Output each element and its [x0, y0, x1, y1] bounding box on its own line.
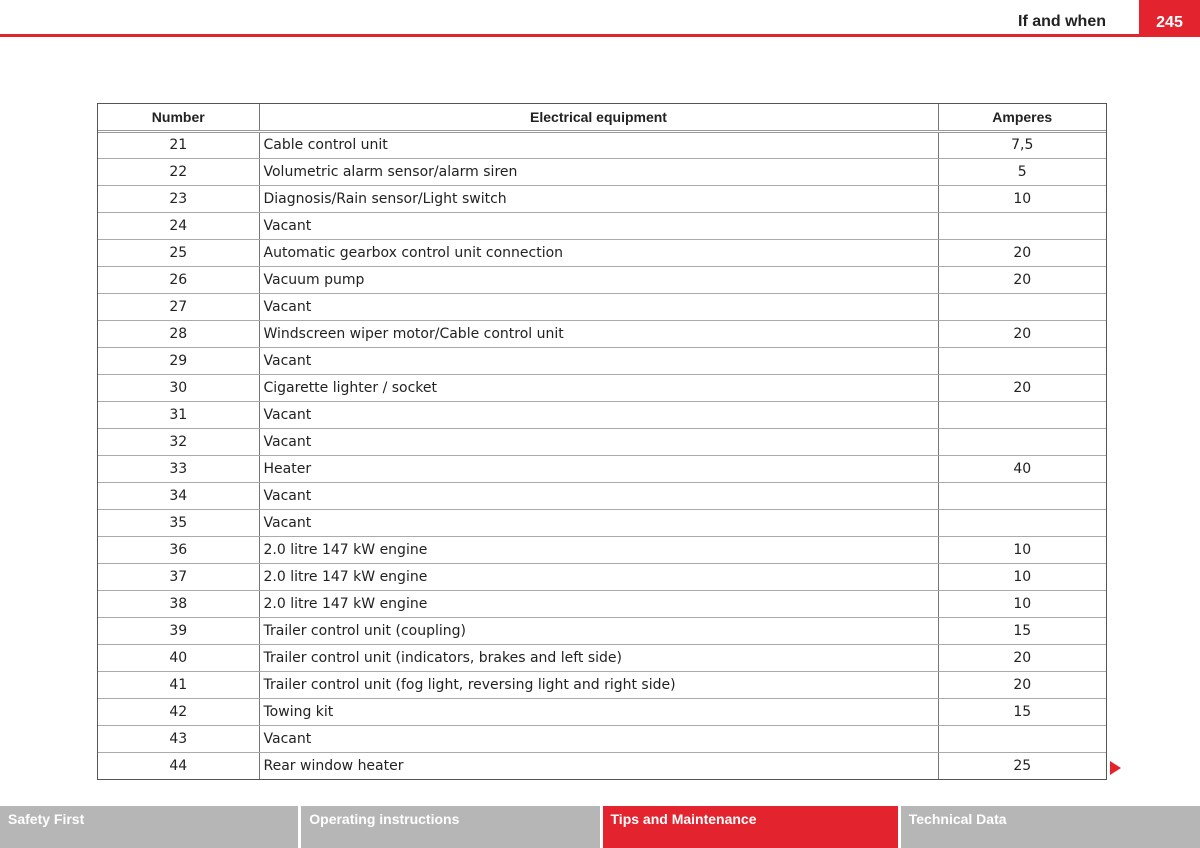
- table-row: [98, 320, 1106, 347]
- cell-equipment: Vacant: [259, 509, 938, 536]
- cell-number: 31: [98, 401, 259, 428]
- cell-equipment: Vacant: [259, 428, 938, 455]
- cell-equipment: Vacant: [259, 293, 938, 320]
- cell-equipment: Rear window heater: [259, 752, 938, 779]
- page-number: 245: [1139, 0, 1200, 37]
- cell-equipment: Cigarette lighter / socket: [259, 374, 938, 401]
- table-row: [98, 752, 1106, 779]
- cell-amperes: 40: [938, 455, 1106, 482]
- cell-equipment: Cable control unit: [259, 131, 938, 158]
- table-row: [98, 617, 1106, 644]
- table-header-row: [98, 104, 1106, 131]
- cell-number: 21: [98, 131, 259, 158]
- cell-amperes: [938, 509, 1106, 536]
- cell-equipment: Vacuum pump: [259, 266, 938, 293]
- table-row: [98, 212, 1106, 239]
- column-header-equipment: Electrical equipment: [259, 104, 938, 131]
- table-row: [98, 482, 1106, 509]
- cell-number: 22: [98, 158, 259, 185]
- table-row: [98, 725, 1106, 752]
- cell-equipment: Vacant: [259, 401, 938, 428]
- cell-amperes: 20: [938, 266, 1106, 293]
- cell-amperes: [938, 401, 1106, 428]
- cell-equipment: Trailer control unit (coupling): [259, 617, 938, 644]
- cell-number: 43: [98, 725, 259, 752]
- table-row: [98, 428, 1106, 455]
- cell-amperes: [938, 482, 1106, 509]
- cell-amperes: [938, 725, 1106, 752]
- cell-number: 26: [98, 266, 259, 293]
- cell-number: 28: [98, 320, 259, 347]
- footer-tab-safety-first[interactable]: Safety First: [0, 806, 298, 848]
- cell-equipment: Automatic gearbox control unit connection: [259, 239, 938, 266]
- cell-amperes: 20: [938, 239, 1106, 266]
- cell-amperes: 5: [938, 158, 1106, 185]
- footer-tab-technical-data[interactable]: Technical Data: [901, 806, 1200, 848]
- cell-number: 41: [98, 671, 259, 698]
- cell-amperes: [938, 293, 1106, 320]
- table-row: [98, 671, 1106, 698]
- footer-tab-operating-instructions[interactable]: Operating instructions: [301, 806, 599, 848]
- cell-number: 25: [98, 239, 259, 266]
- cell-number: 42: [98, 698, 259, 725]
- cell-equipment: Diagnosis/Rain sensor/Light switch: [259, 185, 938, 212]
- section-title: If and when: [1018, 13, 1106, 30]
- table-row: [98, 509, 1106, 536]
- cell-number: 30: [98, 374, 259, 401]
- cell-number: 29: [98, 347, 259, 374]
- cell-number: 37: [98, 563, 259, 590]
- cell-amperes: 10: [938, 185, 1106, 212]
- cell-equipment: Vacant: [259, 212, 938, 239]
- table-row: [98, 590, 1106, 617]
- cell-number: 44: [98, 752, 259, 779]
- table-row: [98, 347, 1106, 374]
- cell-amperes: 10: [938, 563, 1106, 590]
- cell-number: 39: [98, 617, 259, 644]
- cell-equipment: Vacant: [259, 482, 938, 509]
- table-row: [98, 131, 1106, 158]
- cell-amperes: 20: [938, 374, 1106, 401]
- cell-number: 32: [98, 428, 259, 455]
- footer-tab-tips-and-maintenance[interactable]: Tips and Maintenance: [603, 806, 898, 848]
- cell-amperes: 15: [938, 617, 1106, 644]
- next-page-arrow-icon[interactable]: [1110, 761, 1121, 775]
- cell-number: 35: [98, 509, 259, 536]
- cell-equipment: Trailer control unit (fog light, reversing light and right side): [259, 671, 938, 698]
- cell-amperes: [938, 212, 1106, 239]
- cell-amperes: 20: [938, 671, 1106, 698]
- cell-equipment: 2.0 litre 147 kW engine: [259, 563, 938, 590]
- cell-equipment: Towing kit: [259, 698, 938, 725]
- column-header-amperes: Amperes: [938, 104, 1106, 131]
- table-row: [98, 644, 1106, 671]
- cell-number: 24: [98, 212, 259, 239]
- cell-number: 38: [98, 590, 259, 617]
- cell-amperes: [938, 428, 1106, 455]
- table-row: [98, 185, 1106, 212]
- cell-equipment: Vacant: [259, 725, 938, 752]
- fuse-table: [97, 103, 1107, 780]
- cell-amperes: 20: [938, 320, 1106, 347]
- cell-amperes: 10: [938, 536, 1106, 563]
- cell-number: 34: [98, 482, 259, 509]
- cell-amperes: 7,5: [938, 131, 1106, 158]
- table-row: [98, 698, 1106, 725]
- footer-nav: [0, 806, 1200, 848]
- table-row: [98, 563, 1106, 590]
- cell-equipment: Heater: [259, 455, 938, 482]
- cell-amperes: 15: [938, 698, 1106, 725]
- table-row: [98, 401, 1106, 428]
- header-rule: [0, 34, 1200, 37]
- cell-number: 40: [98, 644, 259, 671]
- cell-amperes: 10: [938, 590, 1106, 617]
- cell-equipment: Volumetric alarm sensor/alarm siren: [259, 158, 938, 185]
- table-body: [98, 131, 1106, 779]
- cell-amperes: [938, 347, 1106, 374]
- cell-equipment: Vacant: [259, 347, 938, 374]
- cell-number: 27: [98, 293, 259, 320]
- table-row: [98, 374, 1106, 401]
- cell-equipment: 2.0 litre 147 kW engine: [259, 590, 938, 617]
- cell-equipment: Windscreen wiper motor/Cable control unit: [259, 320, 938, 347]
- cell-number: 33: [98, 455, 259, 482]
- table-row: [98, 266, 1106, 293]
- column-header-number: Number: [98, 104, 259, 131]
- cell-amperes: 25: [1013, 757, 1032, 774]
- cell-number: 23: [98, 185, 259, 212]
- table-row: [98, 239, 1106, 266]
- table-row: [98, 293, 1106, 320]
- cell-number: 36: [98, 536, 259, 563]
- cell-equipment: 2.0 litre 147 kW engine: [259, 536, 938, 563]
- cell-equipment: Trailer control unit (indicators, brakes and left side): [259, 644, 938, 671]
- table-row: [98, 536, 1106, 563]
- table-row: [98, 455, 1106, 482]
- table-row: [98, 158, 1106, 185]
- cell-amperes: 20: [938, 644, 1106, 671]
